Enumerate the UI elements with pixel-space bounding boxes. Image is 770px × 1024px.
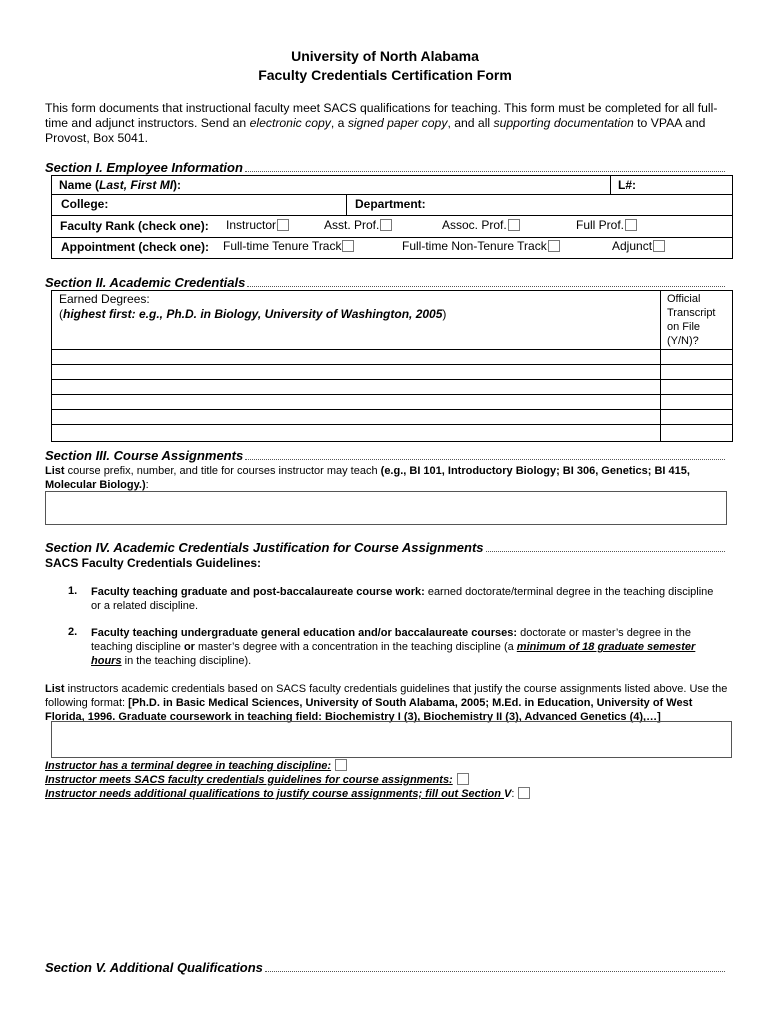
name-input[interactable]	[242, 177, 602, 193]
terminal-degree-checkbox[interactable]	[335, 759, 347, 771]
lnumber-field-label: L#:	[618, 178, 636, 192]
appt-option-tenure-track[interactable]: Full-time Tenure Track	[223, 239, 354, 253]
university-name: University of North Alabama	[291, 48, 479, 64]
section-1-heading: Section I. Employee Information	[45, 160, 725, 175]
department-field-label: Department:	[355, 197, 426, 211]
form-title: Faculty Credentials Certification Form	[258, 67, 512, 83]
transcript-input-5[interactable]	[661, 410, 733, 425]
employee-info-table	[51, 175, 733, 259]
college-input[interactable]	[122, 196, 342, 213]
rank-option-asst-prof[interactable]: Asst. Prof.	[324, 218, 392, 232]
degree-input-1[interactable]	[52, 350, 661, 365]
intro-paragraph: This form documents that instructional faculty meet SACS qualifications for teaching. This form must be completed for all full-time and adjunct instructors. Send an electronic copy, a signed paper copy, and all supporting documentation to VPAA and Provost, Box 5041.	[45, 101, 718, 145]
appt-non-tenure-track-checkbox[interactable]	[548, 240, 560, 252]
rank-instructor-checkbox[interactable]	[277, 219, 289, 231]
transcript-input-2[interactable]	[661, 365, 733, 380]
department-input[interactable]	[437, 196, 727, 213]
degree-input-4[interactable]	[52, 395, 661, 410]
lnumber-input[interactable]	[642, 177, 727, 193]
transcript-input-3[interactable]	[661, 380, 733, 395]
section-3-heading: Section III. Course Assignments	[45, 448, 725, 463]
justification-input[interactable]	[51, 721, 732, 758]
rank-option-instructor[interactable]: Instructor	[226, 218, 289, 232]
rank-option-full-prof[interactable]: Full Prof.	[576, 218, 637, 232]
faculty-rank-label: Faculty Rank (check one):	[60, 219, 209, 233]
section-2-heading: Section II. Academic Credentials	[45, 275, 725, 290]
justification-instructions: List instructors academic credentials based on SACS faculty credentials guidelines that justify the course assignments listed above. Use the following format: [Ph.D. in Basic Medical Sciences, University of South Alabama, 2005; M.Ed. in Education, University of West Florida, 1996. Graduate coursework in teaching field: Biochemistry I (3), Biochemistry II (3), Advanced Genetics (4),…]	[45, 683, 728, 723]
guideline-1-number: 1.	[68, 585, 78, 597]
course-assignments-input[interactable]	[45, 491, 727, 525]
rank-asst-prof-checkbox[interactable]	[380, 219, 392, 231]
transcript-input-4[interactable]	[661, 395, 733, 410]
degree-input-5[interactable]	[52, 410, 661, 425]
guideline-2: Faculty teaching undergraduate general education and/or baccalaureate courses: doctorate or master’s degree in the teaching discipline or master’s degree with a concentration in the teaching discipline (a minimum of 18 graduate semester hours in the teaching discipline).	[91, 627, 696, 667]
transcript-header: Official Transcript on File (Y/N)?	[661, 291, 733, 350]
earned-degrees-header: Earned Degrees: (highest first: e.g., Ph.D. in Biology, University of Washington, 2005)	[52, 291, 661, 350]
rank-assoc-prof-checkbox[interactable]	[508, 219, 520, 231]
appt-option-adjunct[interactable]: Adjunct	[612, 239, 665, 253]
meets-guidelines-check: Instructor meets SACS faculty credentials guidelines for course assignments:	[45, 773, 469, 786]
rank-full-prof-checkbox[interactable]	[625, 219, 637, 231]
appt-adjunct-checkbox[interactable]	[653, 240, 665, 252]
guideline-1: Faculty teaching graduate and post-baccalaureate course work: earned doctorate/terminal degree in the teaching discipline or a related discipline.	[91, 586, 714, 612]
section-4-heading: Section IV. Academic Credentials Justification for Course Assignments	[45, 540, 725, 555]
rank-option-assoc-prof[interactable]: Assoc. Prof.	[442, 218, 520, 232]
transcript-input-6[interactable]	[661, 425, 733, 442]
college-field-label: College:	[61, 197, 109, 211]
name-field-label: Name (Last, First MI):	[59, 178, 182, 192]
section-5-heading: Section V. Additional Qualifications	[45, 960, 725, 975]
appt-option-non-tenure-track[interactable]: Full-time Non-Tenure Track	[402, 239, 560, 253]
academic-credentials-table	[51, 290, 733, 442]
guidelines-title: SACS Faculty Credentials Guidelines:	[45, 556, 262, 570]
meets-guidelines-checkbox[interactable]	[457, 773, 469, 785]
terminal-degree-check: Instructor has a terminal degree in teaching discipline:	[45, 759, 347, 772]
degree-input-2[interactable]	[52, 365, 661, 380]
course-assignment-instructions: List course prefix, number, and title for courses instructor may teach (e.g., BI 101, Introductory Biology; BI 306, Genetics; BI 415, Molecular Biology.):	[45, 465, 690, 491]
needs-qualifications-checkbox[interactable]	[518, 787, 530, 799]
degree-input-3[interactable]	[52, 380, 661, 395]
transcript-input-1[interactable]	[661, 350, 733, 365]
needs-qualifications-check: Instructor needs additional qualifications to justify course assignments; fill out Section V:	[45, 787, 530, 800]
guideline-2-number: 2.	[68, 626, 78, 638]
degree-input-6[interactable]	[52, 425, 661, 442]
appointment-label: Appointment (check one):	[61, 240, 210, 254]
appt-tenure-track-checkbox[interactable]	[342, 240, 354, 252]
